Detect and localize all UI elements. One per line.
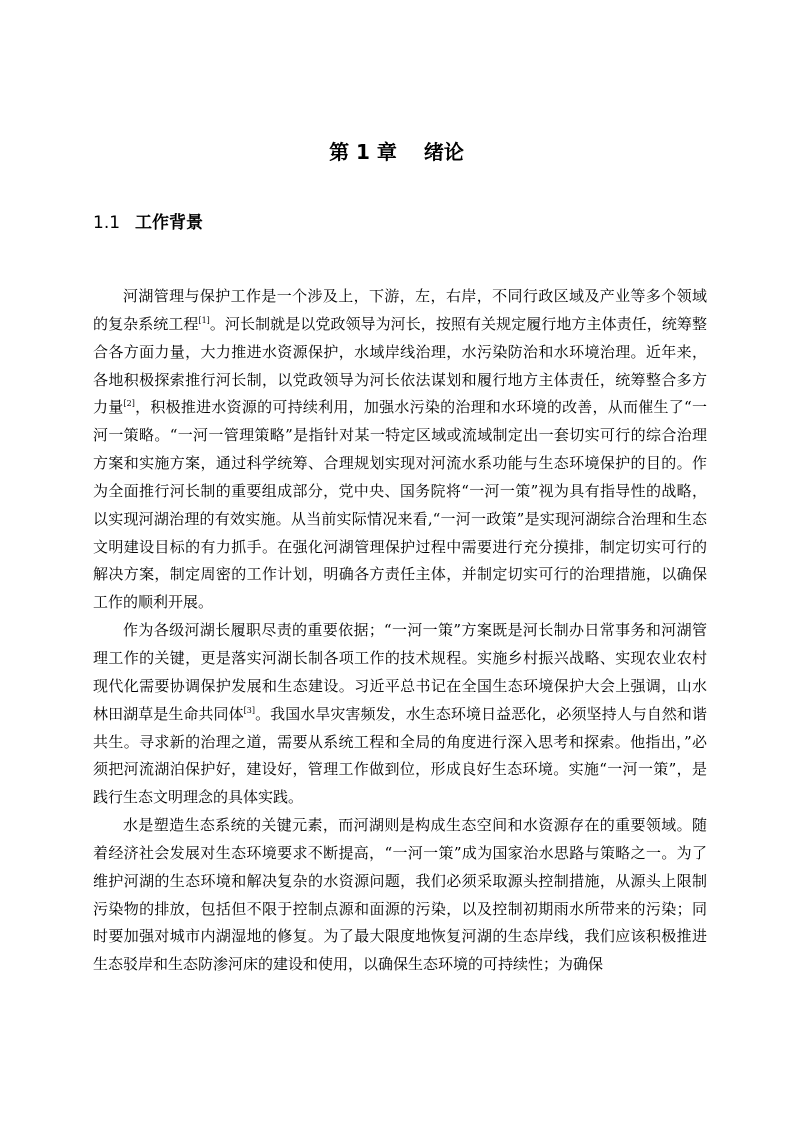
citation-ref: [2] (123, 399, 135, 409)
citation-ref: [3] (243, 705, 256, 715)
chapter-title: 第 1 章 绪论 (329, 140, 464, 164)
paragraph (93, 617, 707, 812)
paragraph-text: 。我国水旱灾害频发，水生态环境日益恶化，必须坚持人与自然和谐共生。寻求新的治理之道，需要从系统工程和全局的角度进行深入思考和探索。他指出，”必须把河流湖泊保护好，建设好，管理工作做到位，形成良好生态环境。实施“一河一策”，是践行生态文明理念的具体实践。 (93, 704, 707, 807)
section-heading (93, 211, 203, 235)
paragraph-text: ，积极推进水资源的可持续利用，加强水污染的治理和水环境的改善，从而催生了“一河一策略。“一河一管理策略”是指针对某一特定区域或流域制定出一套切实可行的综合治理方案和实施方案，通过科学统筹、合理规划实现对河流水系功能与生态环境保护的目的。作为全面推行河长制的重要组成部分，党中央、国务院将“一河一策”视为具有指导性的战略，以实现河湖治理的有效实施。从当前实际情况来看,“一河一政策”是实现河湖综合治理和生态文明建设目标的有力抓手。在强化河湖管理保护过程中需要进行充分摸排，制定切实可行的解决方案，制定周密的工作计划，明确各方责任主体，并制定切实可行的治理措施，以确保工作的顺利开展。 (93, 398, 707, 612)
paragraph-text: 河湖管理与保护工作是一个涉及上，下游，左，右岸，不同行政区域及产业等多个领域的复杂系统工程 (93, 287, 707, 333)
paragraph-text: 。河长制就是以党政领导为河长，按照有关规定履行地方主体责任，统筹整合各方面力量，大力推进水资源保护，水域岸线治理，水污染防治和水环境治理。近年来，各地积极探索推行河长制，以党政领导为河长依法谋划和履行地方主体责任，统筹整合多方力量 (93, 314, 707, 417)
paragraph (93, 283, 707, 617)
section-title: 工作背景 (135, 213, 203, 233)
section-number: 1.1 (93, 213, 121, 233)
citation-ref: [1] (198, 315, 210, 325)
body-text (93, 283, 707, 979)
paragraph-text: 水是塑造生态系统的关键元素，而河湖则是构成生态空间和水资源存在的重要领域。随着经济社会发展对生态环境要求不断提高，“一河一策”成为国家治水思路与策略之一。为了维护河湖的生态环境和解决复杂的水资源问题，我们必须采取源头控制措施，从源头上限制污染物的排放，包括但不限于控制点源和面源的污染，以及控制初期雨水所带来的污染；同时要加强对城市内湖湿地的修复。为了最大限度地恢复河湖的生态岸线，我们应该积极推进生态驳岸和生态防渗河床的建设和使用，以确保生态环境的可持续性；为确保 (93, 816, 707, 974)
paragraph-text: 作为各级河湖长履职尽责的重要依据；“一河一策”方案既是河长制办日常事务和河湖管理工作的关键，更是落实河湖长制各项工作的技术规程。实施乡村振兴战略、实现农业农村现代化需要协调保护发展和生态建设。习近平总书记在全国生态环境保护大会上强调，山水林田湖草是生命共同体 (93, 621, 707, 723)
paragraph (93, 812, 707, 979)
